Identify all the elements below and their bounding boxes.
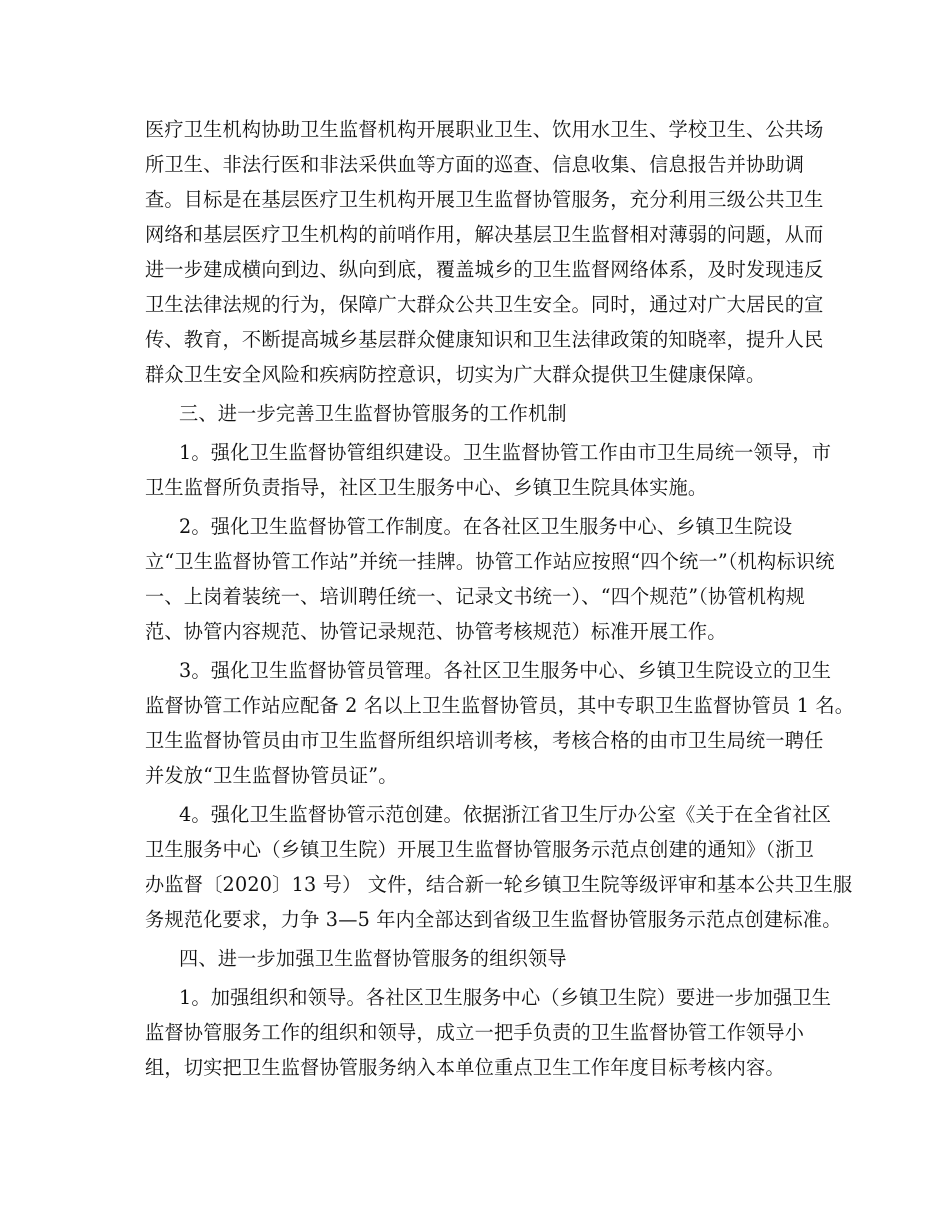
text-line: 一、上岗着装统一、培训聘任统一、记录文书统一）、“四个规范”（协管机构规 — [145, 585, 805, 608]
section-heading: 四、进一步加强卫生监督协管服务的组织领导 — [179, 947, 567, 970]
text-line: 查。目标是在基层医疗卫生机构开展卫生监督协管服务，充分利用三级公共卫生 — [145, 188, 824, 211]
text-line: 医疗卫生机构协助卫生监督机构开展职业卫生、饮用水卫生、学校卫生、公共场 — [145, 118, 824, 141]
text-line: 所卫生、非法行医和非法采供血等方面的巡查、信息收集、信息报告并协助调 — [145, 153, 805, 176]
text-line: 卫生监督协管员由市卫生监督所组织培训考核，考核合格的由市卫生局统一聘任 — [145, 729, 824, 752]
text-line: 并发放“卫生监督协管员证”。 — [145, 764, 398, 787]
text-line: 进一步建成横向到边、纵向到底，覆盖城乡的卫生监督网络体系，及时发现违反 — [145, 258, 824, 281]
text-line: 卫生监督所负责指导，社区卫生服务中心、乡镇卫生院具体实施。 — [145, 476, 708, 499]
paragraph-start-line: 3。强化卫生监督协管员管理。各社区卫生服务中心、乡镇卫生院设立的卫生 — [179, 659, 832, 682]
text-line: 传、教育，不断提高城乡基层群众健康知识和卫生法律政策的知晓率，提升人民 — [145, 328, 824, 351]
text-line: 网络和基层医疗卫生机构的前哨作用，解决基层卫生监督相对薄弱的问题，从而 — [145, 223, 824, 246]
text-line: 群众卫生安全风险和疾病防控意识，切实为广大群众提供卫生健康保障。 — [145, 363, 766, 386]
text-line: 范、协管内容规范、协管记录规范、协管考核规范）标准开展工作。 — [145, 620, 727, 643]
text-line: 立“卫生监督协管工作站”并统一挂牌。协管工作站应按照“四个统一”（机构标识统 — [145, 550, 835, 573]
paragraph-start-line: 1。强化卫生监督协管组织建设。卫生监督协管工作由市卫生局统一领导，市 — [179, 441, 832, 464]
paragraph-start-line: 4。强化卫生监督协管示范创建。依据浙江省卫生厅办公室《关于在全省社区 — [179, 803, 832, 826]
text-line: 监督协管服务工作的组织和领导，成立一把手负责的卫生监督协管工作领导小 — [145, 1021, 805, 1044]
paragraph-start-line: 1。加强组织和领导。各社区卫生服务中心（乡镇卫生院）要进一步加强卫生 — [179, 986, 832, 1009]
paragraph-start-line: 2。强化卫生监督协管工作制度。在各社区卫生服务中心、乡镇卫生院设 — [179, 515, 793, 538]
text-line: 办监督〔2020〕13 号） 文件，结合新一轮乡镇卫生院等级评审和基本公共卫生服 — [145, 873, 853, 896]
text-line: 组，切实把卫生监督协管服务纳入本单位重点卫生工作年度目标考核内容。 — [145, 1056, 785, 1079]
text-line: 卫生法律法规的行为，保障广大群众公共卫生安全。同时，通过对广大居民的宣 — [145, 293, 824, 316]
text-line: 务规范化要求，力争 3—5 年内全部达到省级卫生监督协管服务示范点创建标准。 — [145, 908, 842, 931]
text-line: 监督协管工作站应配备 2 名以上卫生监督协管员，其中专职卫生监督协管员 1 名。 — [145, 694, 855, 717]
section-heading: 三、进一步完善卫生监督协管服务的工作机制 — [179, 402, 567, 425]
text-line: 卫生服务中心（乡镇卫生院）开展卫生监督协管服务示范点创建的通知》（浙卫 — [145, 838, 814, 861]
